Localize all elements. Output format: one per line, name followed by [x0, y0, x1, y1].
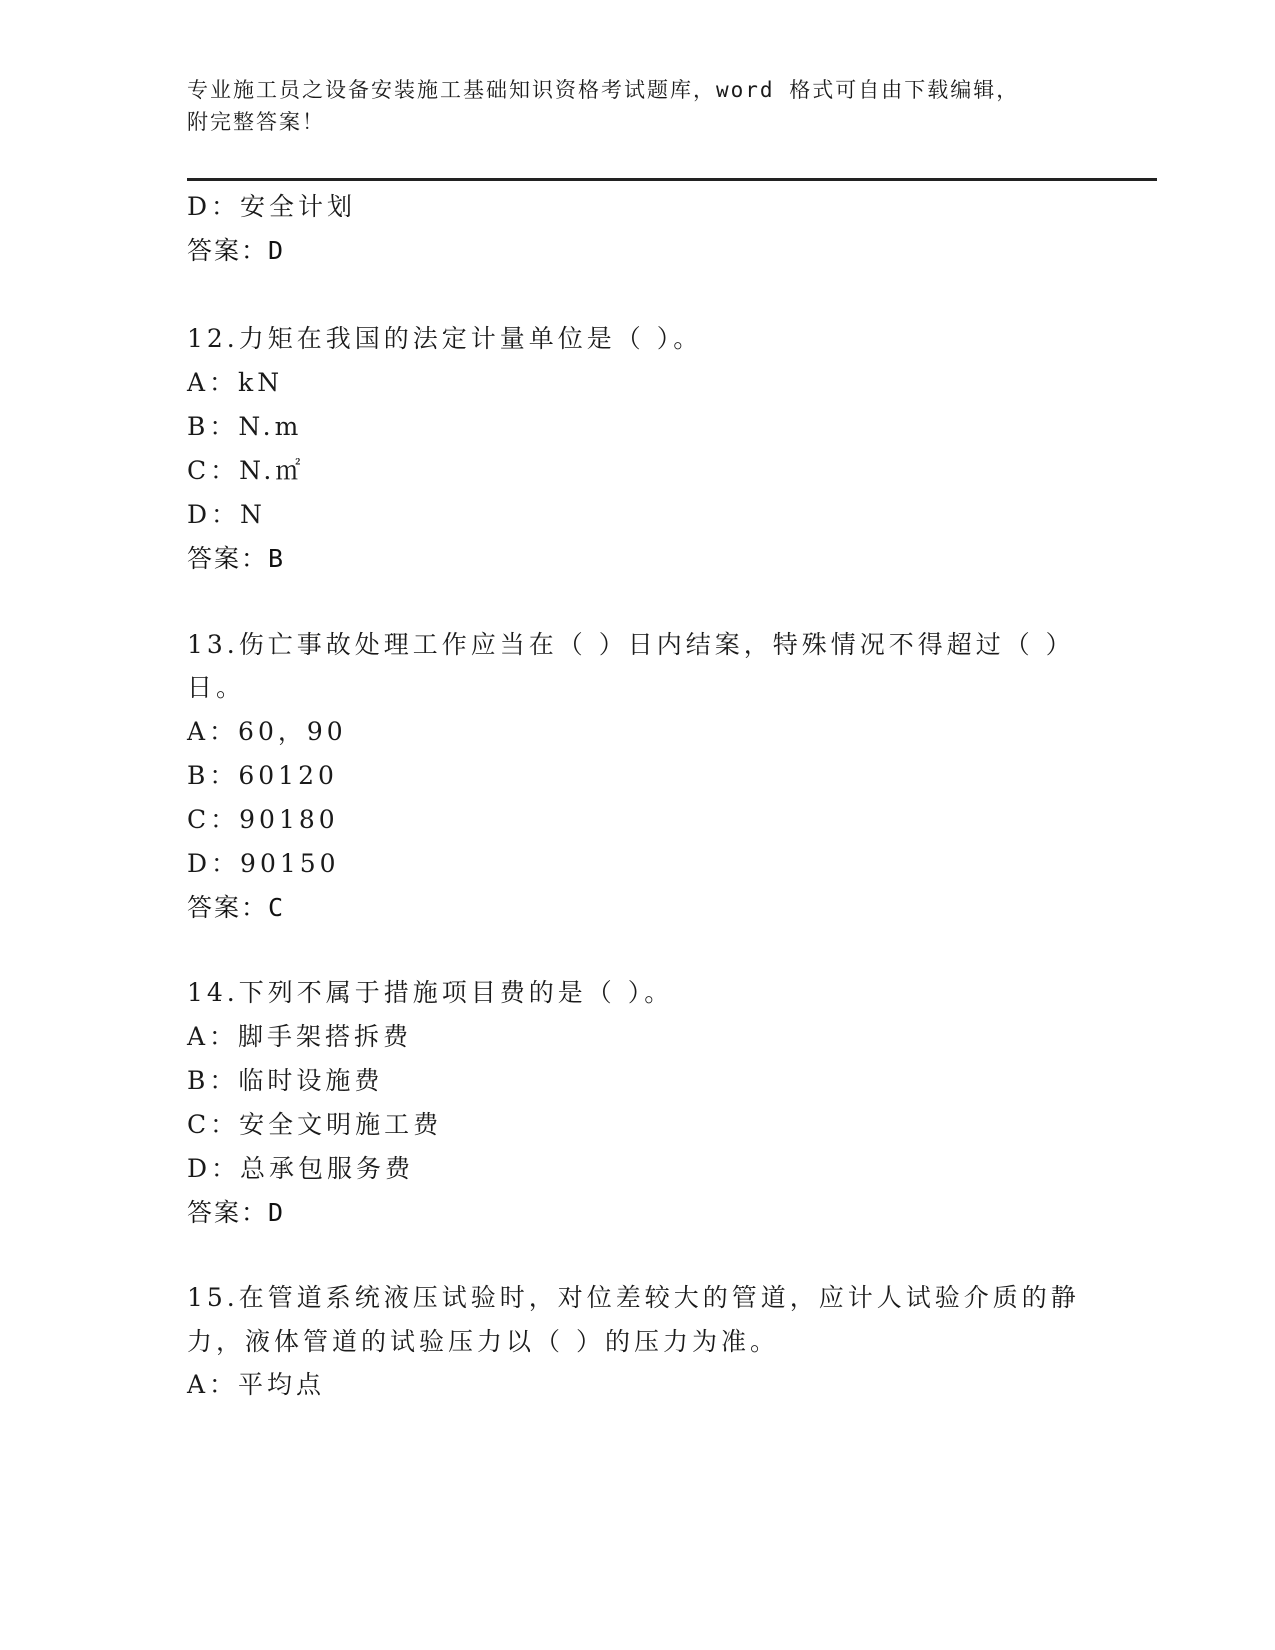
header-line-2: 附完整答案！ [187, 110, 325, 134]
question-13-line-2: 日。 [187, 673, 246, 702]
q14-option-c: C：安全文明施工费 [187, 1110, 443, 1139]
question-14: 14.下列不属于措施项目费的是（ ）。 [187, 978, 674, 1007]
q12-option-a: A：kN [187, 368, 284, 397]
q15-option-a: A：平均点 [187, 1370, 326, 1399]
answer-line: 答案：D [187, 236, 286, 265]
question-15-line-1: 15.在管道系统液压试验时，对位差较大的管道，应计人试验介质的静 [187, 1283, 1080, 1312]
q14-option-d: D：总承包服务费 [187, 1154, 415, 1183]
q12-option-c: C：N.㎡ [187, 456, 305, 485]
q13-option-a: A：60，90 [187, 717, 347, 746]
q13-answer: 答案：C [187, 893, 286, 922]
document-header [187, 74, 1087, 138]
q12-answer: 答案：B [187, 544, 286, 573]
question-15-line-2: 力，液体管道的试验压力以（ ）的压力为准。 [187, 1327, 779, 1356]
q13-option-b: B：60120 [187, 761, 338, 790]
question-13-line-1: 13.伤亡事故处理工作应当在（ ）日内结案，特殊情况不得超过（ ） [187, 630, 1075, 659]
q14-answer: 答案：D [187, 1198, 286, 1227]
q12-option-d: D：N [187, 500, 266, 529]
q14-option-b: B：临时设施费 [187, 1066, 384, 1095]
question-12: 12.力矩在我国的法定计量单位是（ ）。 [187, 324, 703, 353]
q12-option-b: B：N.m [187, 412, 303, 441]
q13-option-d: D：90150 [187, 849, 340, 878]
header-line-1: 专业施工员之设备安装施工基础知识资格考试题库，word 格式可自由下载编辑， [187, 78, 1020, 102]
q14-option-a: A：脚手架搭拆费 [187, 1022, 413, 1051]
option-d: D：安全计划 [187, 192, 357, 221]
header-divider [187, 178, 1157, 181]
q13-option-c: C：90180 [187, 805, 339, 834]
